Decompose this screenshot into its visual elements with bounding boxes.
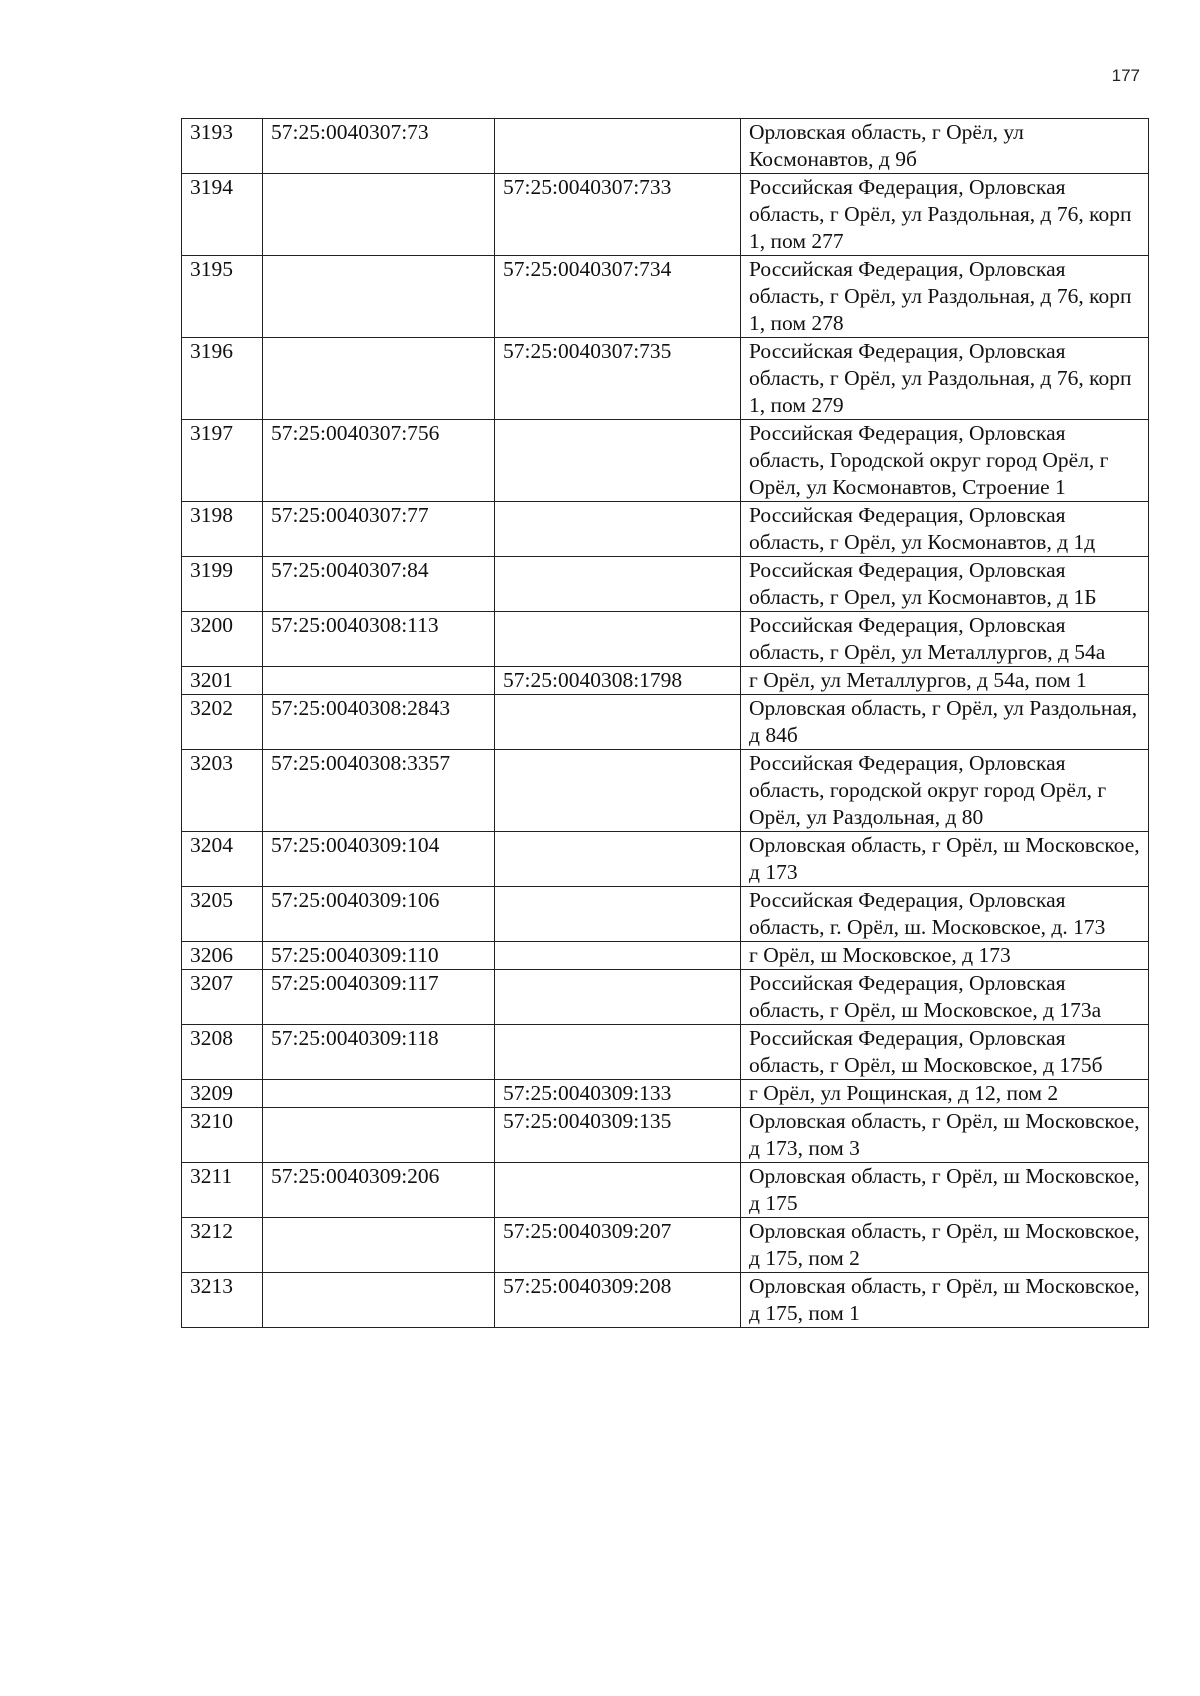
address: Орловская область, г Орёл, ш Московское, д 175 xyxy=(741,1163,1149,1218)
address: Российская Федерация, Орловская область, Городской округ город Орёл, г Орёл, ул Космонавтов, Строение 1 xyxy=(741,420,1149,502)
row-number: 3213 xyxy=(182,1273,263,1328)
row-number: 3209 xyxy=(182,1080,263,1108)
row-number: 3205 xyxy=(182,887,263,942)
table-row xyxy=(182,1108,1149,1163)
row-number: 3211 xyxy=(182,1163,263,1218)
object-cadastral-number: 57:25:0040307:735 xyxy=(495,338,741,420)
address: Российская Федерация, Орловская область, г Орёл, ул Раздольная, д 76, корп 1, пом 277 xyxy=(741,174,1149,256)
row-number: 3208 xyxy=(182,1025,263,1080)
table-row xyxy=(182,695,1149,750)
object-cadastral-number xyxy=(495,1025,741,1080)
row-number: 3210 xyxy=(182,1108,263,1163)
row-number: 3194 xyxy=(182,174,263,256)
table-row xyxy=(182,174,1149,256)
row-number: 3193 xyxy=(182,119,263,174)
land-cadastral-number xyxy=(263,338,495,420)
table-row xyxy=(182,338,1149,420)
object-cadastral-number xyxy=(495,942,741,970)
row-number: 3212 xyxy=(182,1218,263,1273)
object-cadastral-number xyxy=(495,557,741,612)
object-cadastral-number xyxy=(495,750,741,832)
object-cadastral-number xyxy=(495,502,741,557)
row-number: 3196 xyxy=(182,338,263,420)
address: Российская Федерация, Орловская область, г Орёл, ул Раздольная, д 76, корп 1, пом 279 xyxy=(741,338,1149,420)
object-cadastral-number xyxy=(495,119,741,174)
land-cadastral-number xyxy=(263,1273,495,1328)
table-row xyxy=(182,1080,1149,1108)
land-cadastral-number xyxy=(263,667,495,695)
address: Орловская область, г Орёл, ш Московское, д 173, пом 3 xyxy=(741,1108,1149,1163)
row-number: 3199 xyxy=(182,557,263,612)
registry-table xyxy=(181,118,1149,1328)
table-row xyxy=(182,502,1149,557)
row-number: 3206 xyxy=(182,942,263,970)
land-cadastral-number xyxy=(263,1080,495,1108)
land-cadastral-number xyxy=(263,1108,495,1163)
table-row xyxy=(182,970,1149,1025)
address: Российская Федерация, Орловская область, г Орёл, ул Металлургов, д 54а xyxy=(741,612,1149,667)
row-number: 3203 xyxy=(182,750,263,832)
table-row xyxy=(182,612,1149,667)
row-number: 3198 xyxy=(182,502,263,557)
address: Орловская область, г Орёл, ш Московское, д 175, пом 2 xyxy=(741,1218,1149,1273)
page-number: 177 xyxy=(1111,66,1140,85)
object-cadastral-number xyxy=(495,612,741,667)
address: Российская Федерация, Орловская область, г Орёл, ул Раздольная, д 76, корп 1, пом 278 xyxy=(741,256,1149,338)
table-row xyxy=(182,832,1149,887)
row-number: 3200 xyxy=(182,612,263,667)
land-cadastral-number: 57:25:0040307:756 xyxy=(263,420,495,502)
address: Российская Федерация, Орловская область, г Орел, ул Космонавтов, д 1Б xyxy=(741,557,1149,612)
object-cadastral-number: 57:25:0040308:1798 xyxy=(495,667,741,695)
table-row xyxy=(182,256,1149,338)
address: Российская Федерация, Орловская область, г Орёл, ш Московское, д 175б xyxy=(741,1025,1149,1080)
table-row xyxy=(182,887,1149,942)
object-cadastral-number: 57:25:0040309:208 xyxy=(495,1273,741,1328)
table-row xyxy=(182,557,1149,612)
object-cadastral-number: 57:25:0040307:734 xyxy=(495,256,741,338)
land-cadastral-number: 57:25:0040307:73 xyxy=(263,119,495,174)
land-cadastral-number: 57:25:0040309:106 xyxy=(263,887,495,942)
table-row xyxy=(182,1163,1149,1218)
object-cadastral-number: 57:25:0040309:133 xyxy=(495,1080,741,1108)
table-row xyxy=(182,1025,1149,1080)
land-cadastral-number xyxy=(263,256,495,338)
row-number: 3201 xyxy=(182,667,263,695)
address: Орловская область, г Орёл, ш Московское, д 173 xyxy=(741,832,1149,887)
registry-table-body xyxy=(182,119,1149,1328)
object-cadastral-number xyxy=(495,887,741,942)
object-cadastral-number xyxy=(495,695,741,750)
table-row xyxy=(182,1273,1149,1328)
land-cadastral-number: 57:25:0040308:2843 xyxy=(263,695,495,750)
land-cadastral-number xyxy=(263,1218,495,1273)
address: г Орёл, ул Металлургов, д 54а, пом 1 xyxy=(741,667,1149,695)
row-number: 3207 xyxy=(182,970,263,1025)
address: Орловская область, г Орёл, ш Московское, д 175, пом 1 xyxy=(741,1273,1149,1328)
land-cadastral-number: 57:25:0040309:110 xyxy=(263,942,495,970)
row-number: 3197 xyxy=(182,420,263,502)
land-cadastral-number: 57:25:0040309:117 xyxy=(263,970,495,1025)
table-row xyxy=(182,942,1149,970)
table-row xyxy=(182,667,1149,695)
table-row xyxy=(182,420,1149,502)
object-cadastral-number xyxy=(495,832,741,887)
table-row xyxy=(182,750,1149,832)
row-number: 3202 xyxy=(182,695,263,750)
land-cadastral-number: 57:25:0040309:118 xyxy=(263,1025,495,1080)
address: Орловская область, г Орёл, ул Космонавтов, д 9б xyxy=(741,119,1149,174)
object-cadastral-number: 57:25:0040307:733 xyxy=(495,174,741,256)
table-row xyxy=(182,119,1149,174)
object-cadastral-number: 57:25:0040309:135 xyxy=(495,1108,741,1163)
land-cadastral-number: 57:25:0040309:206 xyxy=(263,1163,495,1218)
address: Российская Федерация, Орловская область, г Орёл, ш Московское, д 173а xyxy=(741,970,1149,1025)
address: г Орёл, ш Московское, д 173 xyxy=(741,942,1149,970)
table-row xyxy=(182,1218,1149,1273)
row-number: 3204 xyxy=(182,832,263,887)
address: г Орёл, ул Рощинская, д 12, пом 2 xyxy=(741,1080,1149,1108)
object-cadastral-number xyxy=(495,1163,741,1218)
object-cadastral-number xyxy=(495,970,741,1025)
land-cadastral-number: 57:25:0040308:3357 xyxy=(263,750,495,832)
object-cadastral-number xyxy=(495,420,741,502)
land-cadastral-number: 57:25:0040309:104 xyxy=(263,832,495,887)
address: Орловская область, г Орёл, ул Раздольная, д 84б xyxy=(741,695,1149,750)
object-cadastral-number: 57:25:0040309:207 xyxy=(495,1218,741,1273)
address: Российская Федерация, Орловская область, г Орёл, ул Космонавтов, д 1д xyxy=(741,502,1149,557)
land-cadastral-number: 57:25:0040307:77 xyxy=(263,502,495,557)
address: Российская Федерация, Орловская область, городской округ город Орёл, г Орёл, ул Раздольная, д 80 xyxy=(741,750,1149,832)
land-cadastral-number: 57:25:0040308:113 xyxy=(263,612,495,667)
land-cadastral-number xyxy=(263,174,495,256)
row-number: 3195 xyxy=(182,256,263,338)
land-cadastral-number: 57:25:0040307:84 xyxy=(263,557,495,612)
address: Российская Федерация, Орловская область, г. Орёл, ш. Московское, д. 173 xyxy=(741,887,1149,942)
